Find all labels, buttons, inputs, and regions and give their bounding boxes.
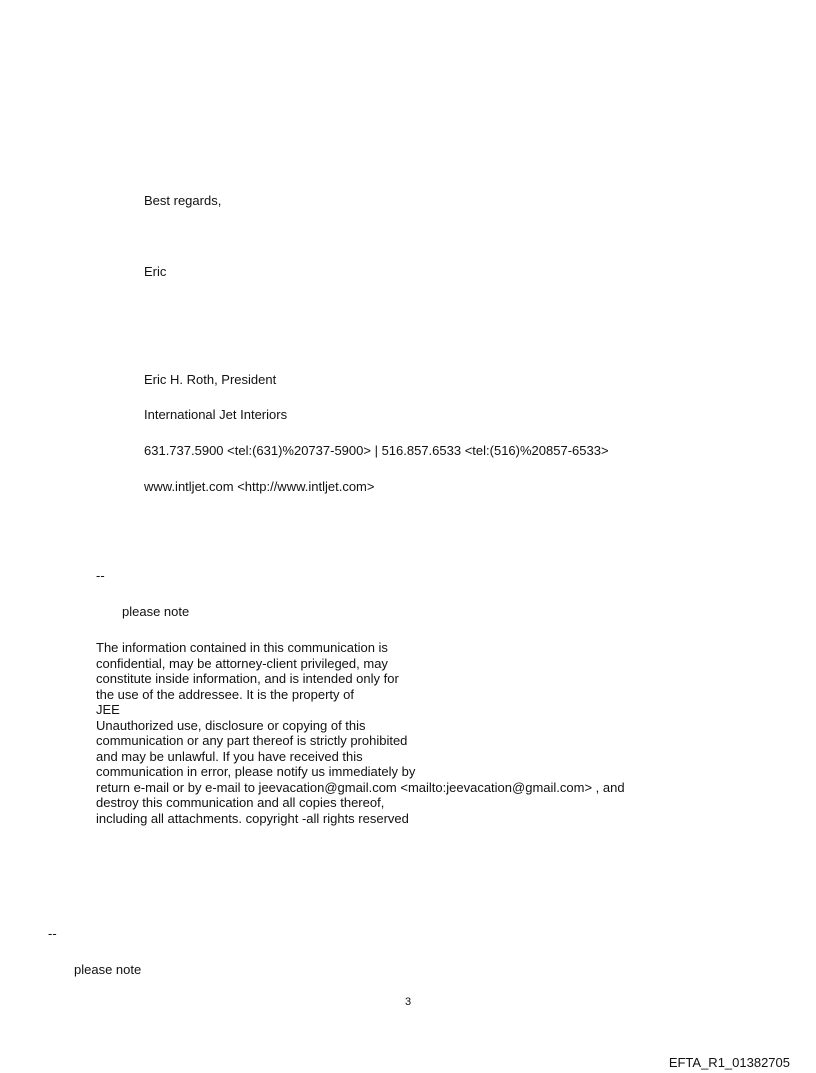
disclaimer-line: return e-mail or by e-mail to jeevacation@gmail.com <mailto:jeevacation@gmail.com> , and: [96, 779, 625, 795]
phone-numbers: 631.737.5900 <tel:(631)%20737-5900> | 516.857.6533 <tel:(516)%20857-6533>: [144, 443, 609, 458]
inner-separator: --: [96, 568, 105, 583]
disclaimer-line: Unauthorized use, disclosure or copying of this: [96, 717, 366, 733]
closing-text: Best regards,: [144, 193, 222, 208]
page-number: 3: [404, 996, 412, 1008]
website-link: www.intljet.com <http://www.intljet.com>: [144, 479, 375, 494]
disclaimer-line: destroy this communication and all copies thereof,: [96, 795, 385, 810]
document-id: EFTA_R1_01382705: [668, 1055, 790, 1070]
disclaimer-line: communication in error, please notify us immediately by: [96, 764, 416, 779]
disclaimer-line: JEE: [96, 702, 120, 717]
disclaimer-line: communication or any part thereof is strictly prohibited: [96, 733, 408, 748]
company-name: International Jet Interiors: [144, 407, 288, 422]
disclaimer-line: the use of the addressee. It is the property of: [96, 686, 354, 702]
signer-name-title: Eric H. Roth, President: [144, 372, 277, 387]
disclaimer-line: constitute inside information, and is intended only for: [96, 671, 399, 686]
disclaimer-line: The information contained in this communication is: [96, 640, 388, 655]
signer-first-name: Eric: [144, 264, 167, 279]
disclaimer-line: confidential, may be attorney-client privileged, may: [96, 655, 388, 671]
outer-separator: --: [48, 926, 57, 941]
outer-note-heading: please note: [74, 962, 142, 977]
disclaimer-line: including all attachments. copyright -all rights reserved: [96, 810, 409, 826]
inner-note-heading: please note: [122, 604, 190, 619]
inner-disclaimer: [96, 640, 625, 826]
disclaimer-line: and may be unlawful. If you have received this: [96, 748, 363, 764]
